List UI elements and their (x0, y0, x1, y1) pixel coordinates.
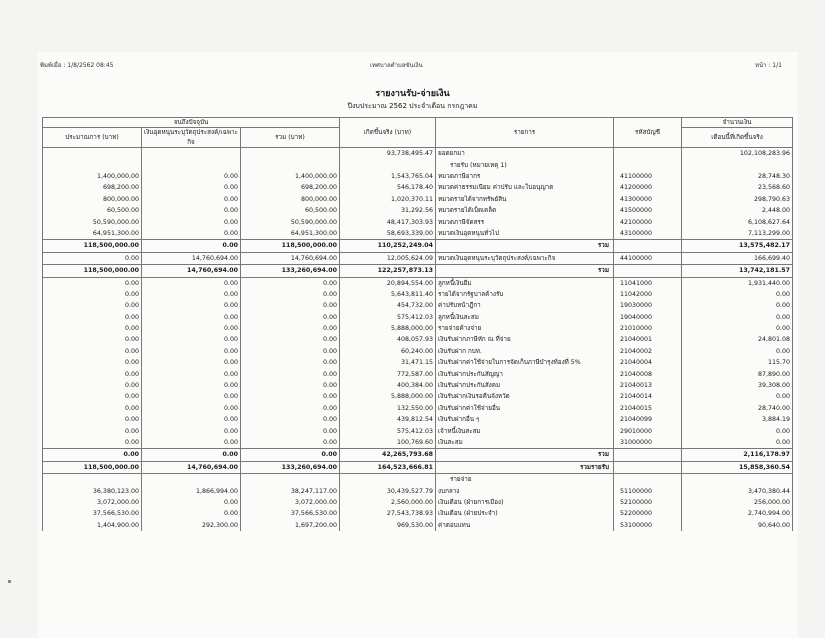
actual-cell: 30,439,527.79 (340, 486, 436, 497)
account-code-cell: 21040002 (614, 346, 682, 357)
subsidy-cell: 0.00 (142, 426, 241, 437)
budget-cell: 0.00 (43, 323, 142, 334)
subsidy-cell: 0.00 (142, 334, 241, 345)
item-cell: เงินรับฝากเงินรอคืนจังหวัด (436, 391, 614, 402)
item-cell: รายรับ (หมายเหตุ 1) (436, 160, 614, 171)
account-code-cell: 52200000 (614, 508, 682, 519)
month-cell: 28,748.30 (682, 171, 793, 182)
item-cell: เงินรับฝากประกันสัญญา (436, 369, 614, 380)
account-code-cell: 41500000 (614, 205, 682, 216)
month-cell: 2,448.00 (682, 205, 793, 216)
item-cell: เงินรับฝากประกันสังคม (436, 380, 614, 391)
header-subsidy: เงินอุดหนุนระบุวัตถุประสงค์/เฉพาะกิจ (142, 128, 241, 148)
table-row (43, 520, 793, 531)
budget-cell: 1,404,900.00 (43, 520, 142, 531)
month-cell: 3,470,380.44 (682, 486, 793, 497)
actual-cell: 5,888,000.00 (340, 391, 436, 402)
table-row (43, 312, 793, 323)
total-row (43, 265, 793, 277)
actual-cell: 408,057.93 (340, 334, 436, 345)
total-cell: 1,400,000.00 (241, 171, 340, 182)
budget-cell: 118,500,000.00 (43, 240, 142, 252)
actual-cell: 93,738,495.47 (340, 148, 436, 160)
item-cell: รวม (436, 449, 614, 461)
actual-cell: 2,560,000.00 (340, 497, 436, 508)
budget-cell: 0.00 (43, 449, 142, 461)
actual-cell: 60,240.00 (340, 346, 436, 357)
table-row (43, 508, 793, 519)
budget-cell (43, 148, 142, 160)
item-cell: รายจ่ายค้างจ่าย (436, 323, 614, 334)
total-cell: 0.00 (241, 312, 340, 323)
total-cell: 0.00 (241, 323, 340, 334)
total-cell: 0.00 (241, 391, 340, 402)
month-cell: 90,640.00 (682, 520, 793, 531)
table-row (43, 426, 793, 437)
item-cell: หมวดรายได้เบ็ดเตล็ด (436, 205, 614, 216)
budget-cell: 0.00 (43, 369, 142, 380)
item-cell: รวม (436, 265, 614, 277)
budget-cell: 0.00 (43, 403, 142, 414)
table-row (43, 414, 793, 425)
subsidy-cell: 0.00 (142, 312, 241, 323)
actual-cell: 58,693,339.00 (340, 228, 436, 240)
item-cell: เจ้าหนี้เงินสะสม (436, 426, 614, 437)
item-cell: เงินรับฝากอื่น ๆ (436, 414, 614, 425)
actual-cell: 48,417,303.93 (340, 217, 436, 228)
month-cell (682, 160, 793, 171)
budget-cell: 0.00 (43, 346, 142, 357)
item-cell: หมวดภาษีจัดสรร (436, 217, 614, 228)
subsidy-cell (142, 148, 241, 160)
table-row (43, 437, 793, 449)
section-row (43, 160, 793, 171)
budget-cell: 3,072,000.00 (43, 497, 142, 508)
total-cell: 0.00 (241, 300, 340, 311)
item-cell: เงินเดือน (ฝ่ายการเมือง) (436, 497, 614, 508)
account-code-cell (614, 240, 682, 252)
item-cell: หมวดภาษีอากร (436, 171, 614, 182)
subsidy-cell: 0.00 (142, 182, 241, 193)
table-row (43, 217, 793, 228)
subsidy-cell: 0.00 (142, 357, 241, 368)
subsidy-cell: 0.00 (142, 205, 241, 216)
total-cell: 0.00 (241, 414, 340, 425)
budget-cell: 0.00 (43, 312, 142, 323)
subsidy-cell: 0.00 (142, 508, 241, 519)
account-code-cell: 29010000 (614, 426, 682, 437)
item-cell: รายได้จากรัฐบาลค้างรับ (436, 289, 614, 300)
budget-cell: 0.00 (43, 300, 142, 311)
actual-cell: 5,888,000.00 (340, 323, 436, 334)
budget-cell: 698,200.00 (43, 182, 142, 193)
account-code-cell (614, 148, 682, 160)
actual-cell: 969,530.00 (340, 520, 436, 531)
item-cell: ลูกหนี้เงินยืม (436, 277, 614, 289)
account-code-cell (614, 474, 682, 486)
item-cell: ยอดยกมา (436, 148, 614, 160)
table-row (43, 228, 793, 240)
month-cell: 0.00 (682, 426, 793, 437)
account-code-cell: 31000000 (614, 437, 682, 449)
item-cell: รวม (436, 240, 614, 252)
total-cell: 0.00 (241, 380, 340, 391)
item-cell: เงินรับฝากค่าใช้จ่ายในการจัดเก็บภาษีบำรุงท้องที่ 5% (436, 357, 614, 368)
actual-cell: 439,812.54 (340, 414, 436, 425)
header-budget: ประมาณการ (บาท) (43, 128, 142, 148)
table-row (43, 346, 793, 357)
actual-cell (340, 160, 436, 171)
total-cell: 133,260,694.00 (241, 461, 340, 473)
actual-cell: 100,769.60 (340, 437, 436, 449)
actual-cell: 546,178.40 (340, 182, 436, 193)
actual-cell: 20,894,554.00 (340, 277, 436, 289)
budget-cell: 0.00 (43, 380, 142, 391)
total-cell: 133,260,694.00 (241, 265, 340, 277)
account-code-cell: 21010000 (614, 323, 682, 334)
account-code-cell: 21040014 (614, 391, 682, 402)
total-cell: 0.00 (241, 426, 340, 437)
account-code-cell: 44100000 (614, 252, 682, 264)
item-cell: งบกลาง (436, 486, 614, 497)
total-cell: 0.00 (241, 357, 340, 368)
table-row (43, 403, 793, 414)
subsidy-cell: 14,760,694.00 (142, 252, 241, 264)
actual-cell: 31,292.56 (340, 205, 436, 216)
actual-cell: 122,257,873.13 (340, 265, 436, 277)
month-cell: 1,931,440.00 (682, 277, 793, 289)
account-code-cell: 19040000 (614, 312, 682, 323)
subsidy-cell: 0.00 (142, 414, 241, 425)
budget-cell: 0.00 (43, 252, 142, 264)
budget-cell: 0.00 (43, 289, 142, 300)
table-row (43, 171, 793, 182)
month-cell: 115.70 (682, 357, 793, 368)
month-cell: 0.00 (682, 323, 793, 334)
table-row (43, 391, 793, 402)
print-date: พิมพ์เมื่อ : 1/8/2562 08:45 (40, 62, 114, 69)
budget-cell: 118,500,000.00 (43, 265, 142, 277)
header-account: รหัสบัญชี (614, 118, 682, 148)
item-cell: เงินรับฝากภาษีหัก ณ ที่จ่าย (436, 334, 614, 345)
item-cell: เงินสะสม (436, 437, 614, 449)
actual-cell: 42,265,793.68 (340, 449, 436, 461)
total-cell (241, 160, 340, 171)
item-cell: เงินเดือน (ฝ่ายประจำ) (436, 508, 614, 519)
account-code-cell (614, 160, 682, 171)
account-code-cell: 41300000 (614, 194, 682, 205)
total-cell: 698,200.00 (241, 182, 340, 193)
subsidy-cell: 14,760,694.00 (142, 461, 241, 473)
total-cell: 0.00 (241, 449, 340, 461)
month-cell (682, 474, 793, 486)
table-row (43, 182, 793, 193)
header-month: เดือนนี้ที่เกิดขึ้นจริง (682, 128, 793, 148)
month-cell: 39,308.00 (682, 380, 793, 391)
budget-cell: 50,590,000.00 (43, 217, 142, 228)
total-cell (241, 148, 340, 160)
budget-cell: 0.00 (43, 437, 142, 449)
table-row (43, 148, 793, 160)
item-cell: ค่าตอบแทน (436, 520, 614, 531)
budget-cell: 36,380,123.00 (43, 486, 142, 497)
account-code-cell: 52100000 (614, 497, 682, 508)
office-name: เทศบาลตำบลขันเงิน (370, 62, 423, 69)
subsidy-cell: 0.00 (142, 277, 241, 289)
account-code-cell: 11042000 (614, 289, 682, 300)
total-row (43, 449, 793, 461)
total-cell: 0.00 (241, 437, 340, 449)
subsidy-cell: 0.00 (142, 217, 241, 228)
account-code-cell: 53100000 (614, 520, 682, 531)
subsidy-cell: 0.00 (142, 369, 241, 380)
month-cell: 0.00 (682, 346, 793, 357)
subsidy-cell: 292,300.00 (142, 520, 241, 531)
total-cell: 0.00 (241, 277, 340, 289)
total-row (43, 240, 793, 252)
table-row (43, 497, 793, 508)
page-number: หน้า : 1/1 (755, 62, 782, 69)
budget-cell (43, 474, 142, 486)
total-cell: 64,951,300.00 (241, 228, 340, 240)
table-row (43, 194, 793, 205)
subsidy-cell (142, 474, 241, 486)
item-cell: รวมรายรับ (436, 461, 614, 473)
month-cell: 0.00 (682, 437, 793, 449)
account-code-cell: 42100000 (614, 217, 682, 228)
total-cell: 118,500,000.00 (241, 240, 340, 252)
table-row (43, 289, 793, 300)
total-cell: 38,247,117.00 (241, 486, 340, 497)
total-cell: 0.00 (241, 334, 340, 345)
actual-cell: 575,412.03 (340, 426, 436, 437)
month-cell: 13,742,181.57 (682, 265, 793, 277)
section-row (43, 474, 793, 486)
budget-cell: 118,500,000.00 (43, 461, 142, 473)
table-row (43, 369, 793, 380)
total-cell: 0.00 (241, 403, 340, 414)
item-cell: ลูกหนี้เงินสะสม (436, 312, 614, 323)
account-code-cell: 19030000 (614, 300, 682, 311)
scan-dot (8, 580, 11, 583)
subsidy-cell: 0.00 (142, 194, 241, 205)
item-cell: หมวดรายได้จากทรัพย์สิน (436, 194, 614, 205)
month-cell: 0.00 (682, 312, 793, 323)
item-cell: ค่าปรับหน้าฎีกา (436, 300, 614, 311)
item-cell: หมวดค่าธรรมเนียม ค่าปรับ และใบอนุญาต (436, 182, 614, 193)
receipt-payment-table (42, 117, 793, 531)
total-cell (241, 474, 340, 486)
actual-cell: 1,543,765.04 (340, 171, 436, 182)
subsidy-cell: 0.00 (142, 437, 241, 449)
header-current-group: จนถึงปัจจุบัน (43, 118, 340, 128)
budget-cell: 37,566,530.00 (43, 508, 142, 519)
budget-cell: 0.00 (43, 357, 142, 368)
budget-cell: 1,400,000.00 (43, 171, 142, 182)
budget-cell: 0.00 (43, 414, 142, 425)
subsidy-cell (142, 160, 241, 171)
subsidy-cell: 1,866,994.00 (142, 486, 241, 497)
month-cell: 0.00 (682, 289, 793, 300)
actual-cell: 400,384.00 (340, 380, 436, 391)
account-code-cell: 41100000 (614, 171, 682, 182)
budget-cell: 60,500.00 (43, 205, 142, 216)
account-code-cell: 21040099 (614, 414, 682, 425)
account-code-cell: 41200000 (614, 182, 682, 193)
month-cell: 298,790.63 (682, 194, 793, 205)
actual-cell: 132,550.00 (340, 403, 436, 414)
actual-cell: 12,005,624.09 (340, 252, 436, 264)
total-row (43, 461, 793, 473)
month-cell: 15,858,360.54 (682, 461, 793, 473)
account-code-cell: 43100000 (614, 228, 682, 240)
subsidy-cell: 0.00 (142, 403, 241, 414)
month-cell: 0.00 (682, 300, 793, 311)
actual-cell: 575,412.03 (340, 312, 436, 323)
actual-cell: 772,587.00 (340, 369, 436, 380)
month-cell: 28,740.00 (682, 403, 793, 414)
table-row (43, 205, 793, 216)
account-code-cell: 21040001 (614, 334, 682, 345)
month-cell: 7,113,299.00 (682, 228, 793, 240)
subsidy-cell: 0.00 (142, 391, 241, 402)
month-cell: 24,801.08 (682, 334, 793, 345)
subsidy-cell: 0.00 (142, 380, 241, 391)
month-cell: 256,000.00 (682, 497, 793, 508)
subsidy-cell: 0.00 (142, 171, 241, 182)
item-cell: หมวดเงินอุดหนุนทั่วไป (436, 228, 614, 240)
subsidy-cell: 0.00 (142, 300, 241, 311)
total-cell: 3,072,000.00 (241, 497, 340, 508)
total-cell: 37,566,530.00 (241, 508, 340, 519)
month-cell: 166,699.40 (682, 252, 793, 264)
month-cell: 102,108,283.96 (682, 148, 793, 160)
budget-cell: 0.00 (43, 334, 142, 345)
account-code-cell (614, 461, 682, 473)
table-row (43, 252, 793, 264)
subsidy-cell: 0.00 (142, 228, 241, 240)
subsidy-cell: 0.00 (142, 289, 241, 300)
table-row (43, 300, 793, 311)
table-row (43, 277, 793, 289)
budget-cell: 0.00 (43, 426, 142, 437)
actual-cell: 1,020,370.11 (340, 194, 436, 205)
total-cell: 0.00 (241, 346, 340, 357)
month-cell: 13,575,482.17 (682, 240, 793, 252)
actual-cell (340, 474, 436, 486)
account-code-cell: 11041000 (614, 277, 682, 289)
total-cell: 60,500.00 (241, 205, 340, 216)
account-code-cell: 21040015 (614, 403, 682, 414)
month-cell: 2,116,178.97 (682, 449, 793, 461)
budget-cell: 0.00 (43, 277, 142, 289)
table-row (43, 323, 793, 334)
table-body (43, 148, 793, 531)
actual-cell: 110,252,249.04 (340, 240, 436, 252)
report-title: รายงานรับ-จ่ายเงิน (375, 89, 450, 99)
table-row (43, 334, 793, 345)
month-cell: 87,890.00 (682, 369, 793, 380)
account-code-cell: 21040013 (614, 380, 682, 391)
account-code-cell: 21040008 (614, 369, 682, 380)
item-cell: เงินรับฝาก กบท. (436, 346, 614, 357)
table-row (43, 380, 793, 391)
subsidy-cell: 0.00 (142, 323, 241, 334)
subsidy-cell: 0.00 (142, 240, 241, 252)
item-cell: รายจ่าย (436, 474, 614, 486)
item-cell: หมวดเงินอุดหนุนระบุวัตถุประสงค์/เฉพาะกิจ (436, 252, 614, 264)
month-cell: 2,740,994.00 (682, 508, 793, 519)
subsidy-cell: 14,760,694.00 (142, 265, 241, 277)
month-cell: 6,108,627.64 (682, 217, 793, 228)
account-code-cell (614, 265, 682, 277)
table-row (43, 357, 793, 368)
actual-cell: 31,471.15 (340, 357, 436, 368)
total-cell: 1,697,200.00 (241, 520, 340, 531)
total-cell: 0.00 (241, 369, 340, 380)
budget-cell: 800,000.00 (43, 194, 142, 205)
actual-cell: 164,523,666.81 (340, 461, 436, 473)
budget-cell: 0.00 (43, 391, 142, 402)
total-cell: 800,000.00 (241, 194, 340, 205)
actual-cell: 454,732.00 (340, 300, 436, 311)
total-cell: 0.00 (241, 289, 340, 300)
account-code-cell (614, 449, 682, 461)
month-cell: 23,568.60 (682, 182, 793, 193)
header-item: รายการ (436, 118, 614, 148)
subsidy-cell: 0.00 (142, 346, 241, 357)
header-actual: เกิดขึ้นจริง (บาท) (340, 118, 436, 148)
report-subtitle: ปีงบประมาณ 2562 ประจำเดือน กรกฎาคม (347, 102, 478, 110)
header-amount-group: จำนวนเงิน (682, 118, 793, 128)
month-cell: 3,884.19 (682, 414, 793, 425)
actual-cell: 5,643,811.40 (340, 289, 436, 300)
budget-cell: 64,951,300.00 (43, 228, 142, 240)
account-code-cell: 21040004 (614, 357, 682, 368)
subsidy-cell: 0.00 (142, 497, 241, 508)
budget-cell (43, 160, 142, 171)
table-row (43, 486, 793, 497)
total-cell: 50,590,000.00 (241, 217, 340, 228)
item-cell: เงินรับฝากค่าใช้จ่ายอื่น (436, 403, 614, 414)
actual-cell: 27,543,738.93 (340, 508, 436, 519)
subsidy-cell: 0.00 (142, 449, 241, 461)
header-total: รวม (บาท) (241, 128, 340, 148)
month-cell: 0.00 (682, 391, 793, 402)
total-cell: 14,760,694.00 (241, 252, 340, 264)
account-code-cell: 51100000 (614, 486, 682, 497)
